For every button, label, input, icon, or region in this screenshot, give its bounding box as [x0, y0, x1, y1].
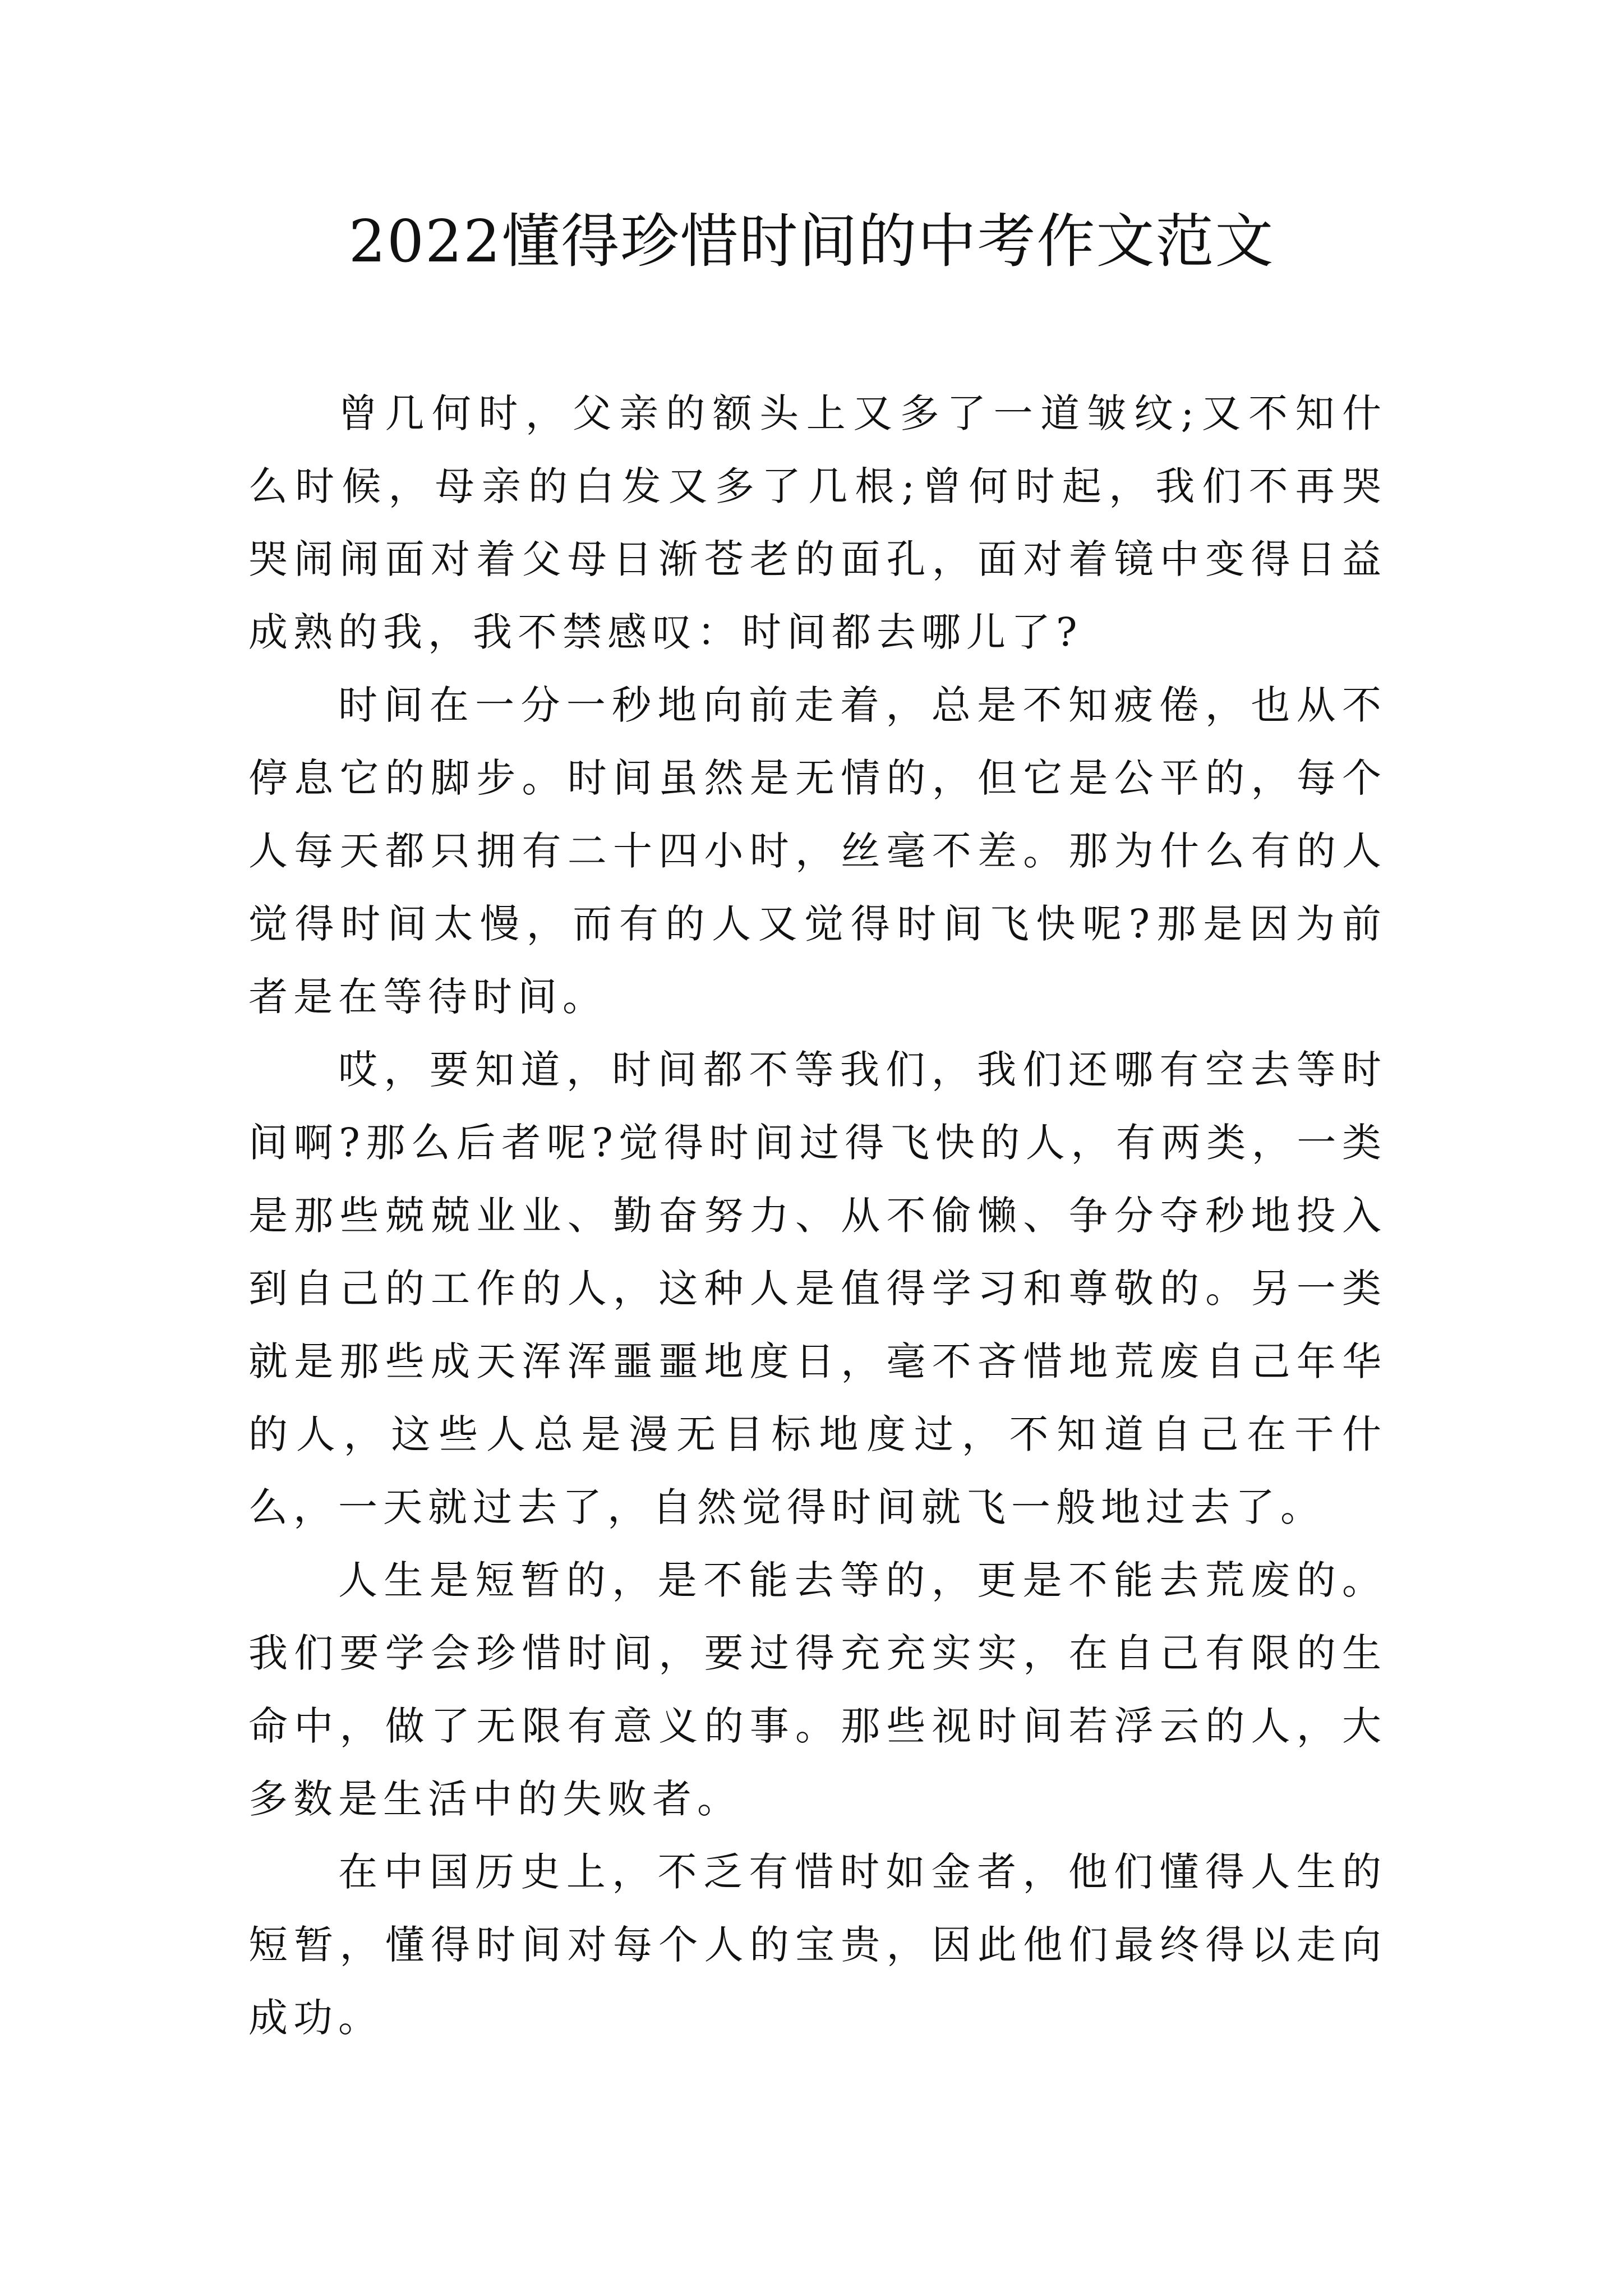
paragraph-5: 在中国历史上，不乏有惜时如金者，他们懂得人生的短暂，懂得时间对每个人的宝贵，因此他们最终得以走向成功。	[248, 1849, 1387, 2041]
document-body	[248, 377, 1387, 2054]
paragraph-3: 哎，要知道，时间都不等我们，我们还哪有空去等时间啊?那么后者呢?觉得时间过得飞快的人，有两类，一类是那些兢兢业业、勤奋努力、从不偷懒、争分夺秒地投入到自己的工作的人，这种人是值得学习和尊敬的。另一类就是那些成天浑浑噩噩地度日，毫不吝惜地荒废自己年华的人，这些人总是漫无目标地度过，不知道自己在干什么，一天就过去了，自然觉得时间就飞一般地过去了。	[248, 1047, 1387, 1530]
paragraph-1: 曾几何时，父亲的额头上又多了一道皱纹;又不知什么时候，母亲的白发又多了几根;曾何时起，我们不再哭哭闹闹面对着父母日渐苍老的面孔，面对着镜中变得日益成熟的我，我不禁感叹：时间都去哪儿了?	[248, 390, 1387, 655]
paragraph-4: 人生是短暂的，是不能去等的，更是不能去荒废的。我们要学会珍惜时间，要过得充充实实，在自己有限的生命中，做了无限有意义的事。那些视时间若浮云的人，大多数是生活中的失败者。	[248, 1557, 1387, 1822]
document-title: 2022懂得珍惜时间的中考作文范文	[348, 207, 1275, 275]
paragraph-2: 时间在一分一秒地向前走着，总是不知疲倦，也从不停息它的脚步。时间虽然是无情的，但它是公平的，每个人每天都只拥有二十四小时，丝毫不差。那为什么有的人觉得时间太慢，而有的人又觉得时间飞快呢?那是因为前者是在等待时间。	[248, 682, 1387, 1020]
